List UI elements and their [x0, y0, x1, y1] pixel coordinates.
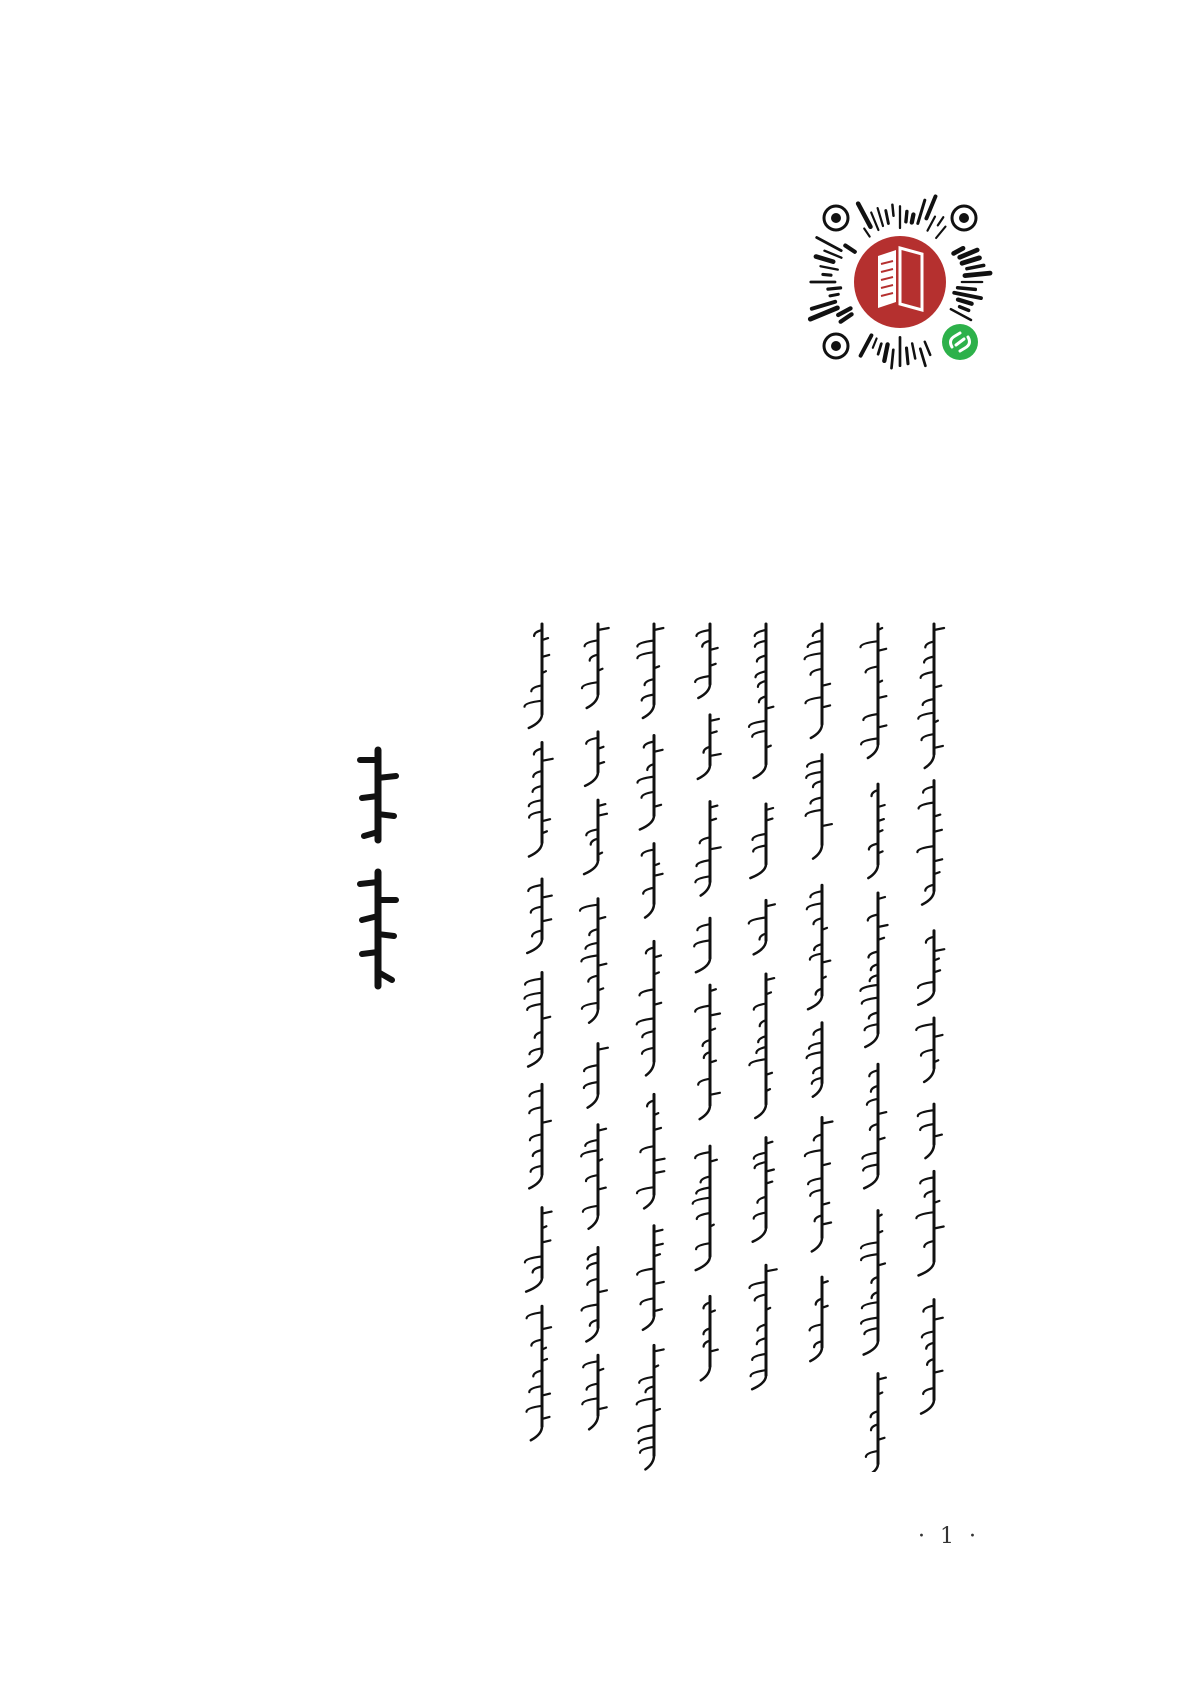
page-number: · 1 ·: [918, 1524, 980, 1549]
heading-vertical-mongolian-title: [352, 744, 404, 992]
mini-program-qr-code[interactable]: [800, 182, 1000, 382]
book-logo-icon: [854, 236, 946, 328]
text-column-3: [796, 616, 848, 1472]
text-column-2: [852, 616, 904, 1472]
corner-finder-top-right: [952, 206, 976, 230]
link-chain-icon: [942, 324, 978, 360]
text-column-1: [908, 616, 960, 1472]
text-column-4: [740, 616, 792, 1472]
text-column-5: [684, 616, 736, 1472]
text-column-7: [572, 616, 624, 1472]
corner-finder-bottom-left: [824, 334, 848, 358]
text-column-8: [516, 616, 568, 1472]
text-column-6: [628, 616, 680, 1472]
corner-finder-top-left: [824, 206, 848, 230]
